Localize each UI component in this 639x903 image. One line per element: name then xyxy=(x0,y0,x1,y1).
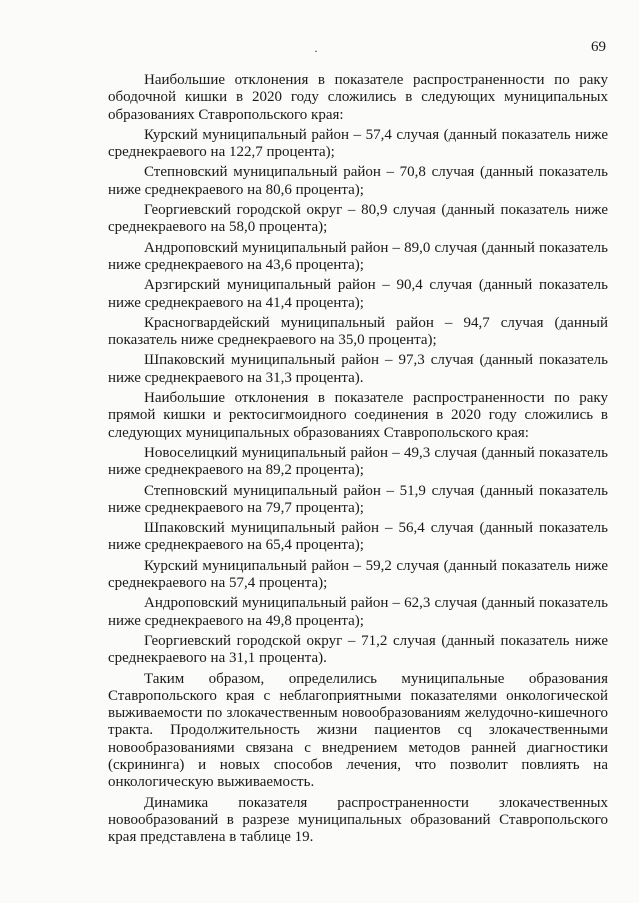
paragraph: Наибольшие отклонения в показателе распространенности по раку ободочной кишки в 2020 году сложились в следующих муниципальных образованиях Ставропольского края: xyxy=(108,72,608,123)
page-number: 69 xyxy=(591,39,606,55)
paragraph: Арзгирский муниципальный район – 90,4 случая (данный показатель ниже среднекраевого на 41,4 процента); xyxy=(108,277,608,311)
paragraph: Курский муниципальный район – 59,2 случая (данный показатель ниже среднекраевого на 57,4 процента); xyxy=(108,557,608,592)
paragraph: Шпаковский муниципальный район – 97,3 случая (данный показатель ниже среднекраевого на 31,3 процента). xyxy=(108,352,608,386)
paragraph: Курский муниципальный район – 57,4 случая (данный показатель ниже среднекраевого на 122,7 процента); xyxy=(108,126,608,161)
paragraph: Степновский муниципальный район – 70,8 случая (данный показатель ниже среднекраевого на 80,6 процента); xyxy=(108,164,608,198)
paragraph: Красногвардейский муниципальный район – 94,7 случая (данный показатель ниже среднекраевого на 35,0 процента); xyxy=(108,314,608,349)
paragraph: Степновский муниципальный район – 51,9 случая (данный показатель ниже среднекраевого на 79,7 процента); xyxy=(108,482,608,516)
paragraph: Новоселицкий муниципальный район – 49,3 случая (данный показатель ниже среднекраевого на 89,2 процента); xyxy=(108,444,608,479)
paragraph: Георгиевский городской округ – 71,2 случая (данный показатель ниже среднекраевого на 31,1 процента). xyxy=(108,632,608,667)
paragraph: Шпаковский муниципальный район – 56,4 случая (данный показатель ниже среднекраевого на 65,4 процента); xyxy=(108,520,608,554)
paragraph: Андроповский муниципальный район – 62,3 случая (данный показатель ниже среднекраевого на 49,8 процента); xyxy=(108,595,608,629)
scan-mark: · xyxy=(314,44,318,58)
body-text xyxy=(108,72,608,846)
paragraph: Георгиевский городской округ – 80,9 случая (данный показатель ниже среднекраевого на 58,0 процента); xyxy=(108,202,608,236)
paragraph: Наибольшие отклонения в показателе распространенности по раку прямой кишки и ректосигмоидного соединения в 2020 году сложились в следующих муниципальных образованиях Ставропольского края: xyxy=(108,390,608,441)
paragraph: Таким образом, определились муниципальные образования Ставропольского края с неблагоприятными показателями онкологической выживаемости по злокачественным новообразованиям желудочно-кишечного тракта. Продолжительность жизни пациентов сq злокачественными новообразованиями связана с внедрением методов ранней диагностики (скрининга) и новых способов лечения, что позволит повлиять на онкологическую выживаемость. xyxy=(108,670,608,791)
paragraph: Динамика показателя распространенности злокачественных новообразований в разрезе муниципальных образований Ставропольского края представлена в таблице 19. xyxy=(108,794,608,846)
paragraph: Андроповский муниципальный район – 89,0 случая (данный показатель ниже среднекраевого на 43,6 процента); xyxy=(108,239,608,273)
